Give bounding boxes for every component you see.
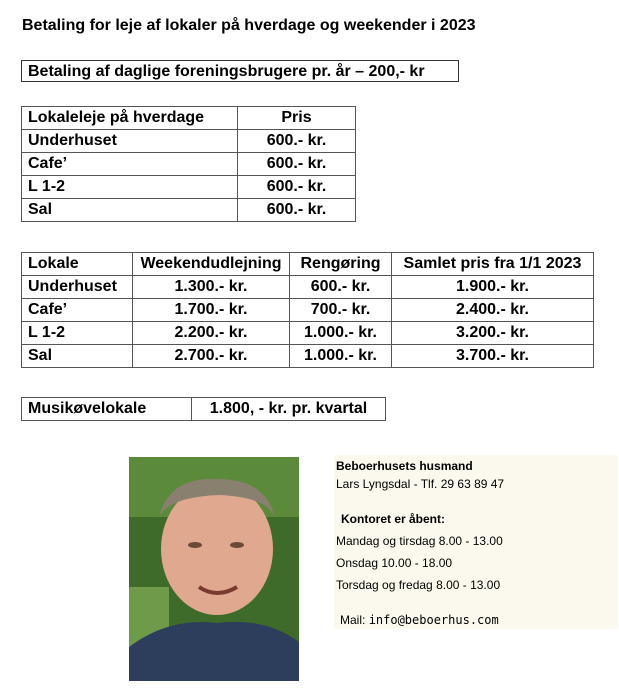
- contact-name-phone: Lars Lyngsdal - Tlf. 29 63 89 47: [336, 477, 505, 491]
- table-row: [22, 398, 386, 421]
- table-row: [22, 322, 594, 345]
- total-price: 1.900.- kr.: [392, 276, 594, 299]
- mail-link[interactable]: info@beboerhus.com: [368, 613, 499, 627]
- table-row: [22, 276, 594, 299]
- weekday-price-table: [21, 106, 356, 222]
- caretaker-photo: [129, 457, 299, 681]
- table-row: [22, 199, 356, 222]
- header-samlet: Samlet pris fra 1/1 2023: [392, 253, 594, 276]
- contact-heading: Beboerhusets husmand: [336, 459, 473, 473]
- total-price: 3.700.- kr.: [392, 345, 594, 368]
- page-title: Betaling for leje af lokaler på hverdage og weekender i 2023: [22, 17, 476, 34]
- header-rengoring: Rengøring: [290, 253, 392, 276]
- total-price: 2.400.- kr.: [392, 299, 594, 322]
- music-room-table: [21, 397, 386, 421]
- weekend-price-table: [21, 252, 594, 368]
- table-row: [22, 176, 356, 199]
- room-name: Cafe’: [22, 153, 238, 176]
- room-name: Underhuset: [22, 130, 238, 153]
- weekend-price: 1.300.- kr.: [133, 276, 290, 299]
- room-name: L 1-2: [22, 176, 238, 199]
- header-pris: Pris: [238, 107, 356, 130]
- hours-line: Onsdag 10.00 - 18.00: [336, 556, 453, 570]
- room-name: Sal: [22, 345, 133, 368]
- header-lokale: Lokale: [22, 253, 133, 276]
- cleaning-price: 700.- kr.: [290, 299, 392, 322]
- header-weekend: Weekendudlejning: [133, 253, 290, 276]
- room-name: Sal: [22, 199, 238, 222]
- total-price: 3.200.- kr.: [392, 322, 594, 345]
- office-hours-heading: Kontoret er åbent:: [341, 512, 446, 526]
- room-name: Cafe’: [22, 299, 133, 322]
- header-lokale: Lokaleleje på hverdage: [22, 107, 238, 130]
- table-row: [22, 130, 356, 153]
- mail-label: Mail:: [340, 613, 366, 627]
- music-room-price: 1.800, - kr. pr. kvartal: [192, 398, 386, 421]
- room-name: Underhuset: [22, 276, 133, 299]
- room-name: L 1-2: [22, 322, 133, 345]
- table-row: [22, 299, 594, 322]
- hours-line: Mandag og tirsdag 8.00 - 13.00: [336, 534, 503, 548]
- daily-fee-box: Betaling af daglige foreningsbrugere pr. år – 200,- kr: [21, 60, 459, 82]
- room-price: 600.- kr.: [238, 199, 356, 222]
- table-header-row: [22, 107, 356, 130]
- room-price: 600.- kr.: [238, 176, 356, 199]
- mail-line: [340, 613, 499, 627]
- weekend-price: 2.700.- kr.: [133, 345, 290, 368]
- cleaning-price: 1.000.- kr.: [290, 322, 392, 345]
- table-header-row: [22, 253, 594, 276]
- weekend-price: 1.700.- kr.: [133, 299, 290, 322]
- weekend-price: 2.200.- kr.: [133, 322, 290, 345]
- room-price: 600.- kr.: [238, 153, 356, 176]
- hours-line: Torsdag og fredag 8.00 - 13.00: [336, 578, 501, 592]
- music-room-label: Musikøvelokale: [22, 398, 192, 421]
- room-price: 600.- kr.: [238, 130, 356, 153]
- table-row: [22, 345, 594, 368]
- cleaning-price: 600.- kr.: [290, 276, 392, 299]
- table-row: [22, 153, 356, 176]
- cleaning-price: 1.000.- kr.: [290, 345, 392, 368]
